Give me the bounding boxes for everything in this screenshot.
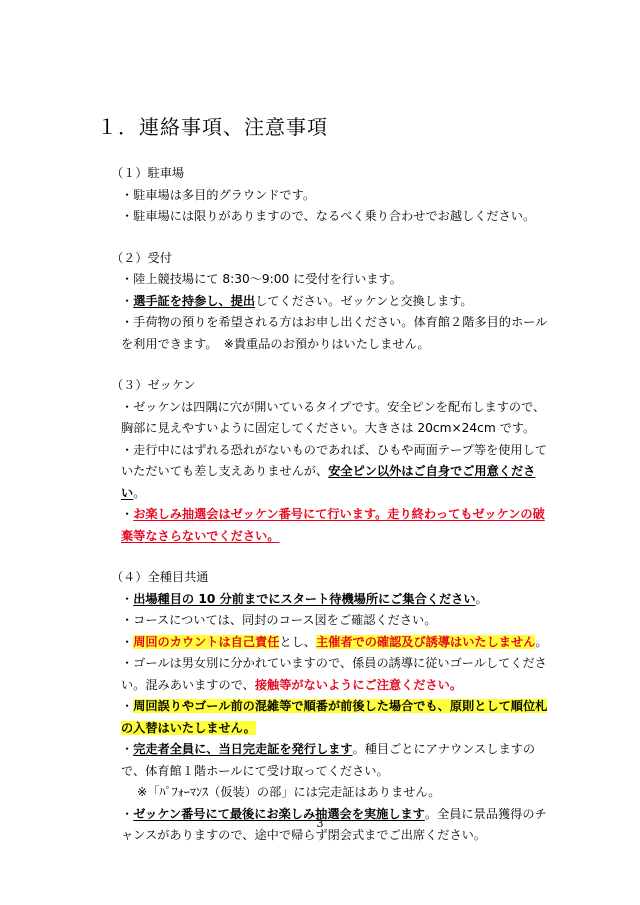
reception-line-2	[111, 291, 556, 313]
common-line-1	[111, 589, 556, 611]
common-line-3-highlight-2: 主催者での確認及び誘導はいたしません	[316, 634, 536, 649]
common-line-3-prefix: ・	[121, 634, 134, 649]
bib-line-3-red: お楽しみ抽選会はゼッケン番号にて行います。走り終わってもゼッケンの破棄等なさらないでください。	[121, 507, 545, 543]
reception-heading: （２）受付	[111, 250, 172, 265]
reception-line-1: ・陸上競技場にて 8:30～9:00 に受付を行います。	[121, 272, 402, 286]
common-line-2: ・コースについては、同封のコース図をご確認ください。	[121, 613, 437, 627]
common-line-1-emphasis: 出場種目の 10 分前までにスタート待機場所にご集合ください	[133, 591, 476, 606]
common-line-3	[111, 632, 556, 654]
reception-line-2-prefix: ・	[121, 293, 134, 308]
bib-line-1: ・ゼッケンは四隅に穴が開いているタイプです。安全ピンを配布しますので、胸部に見えやすいように固定してください。大きさは 20cm×24cm です。	[121, 399, 546, 435]
bib-line-2-end: 。	[133, 485, 146, 500]
section-parking	[111, 163, 556, 228]
parking-heading: （１）駐車場	[111, 166, 185, 180]
bib-line-3-prefix: ・	[121, 507, 134, 521]
common-line-1-prefix: ・	[121, 591, 134, 606]
common-line-8-prefix: ・	[121, 806, 134, 821]
parking-line-2: ・駐車場には限りがありますので、なるべく乗り合わせでお越しください。	[121, 209, 536, 223]
section-reception	[111, 248, 556, 356]
common-line-6-emphasis: 完走者全員に、当日完走証を発行します	[133, 742, 353, 756]
common-line-4	[111, 653, 556, 696]
common-line-8-rest: 。全員に景品獲得のチャンスがありますので、途中で帰らず閉会式までご出席ください。	[121, 806, 547, 842]
common-line-1-end: 。	[475, 591, 488, 606]
section-bib	[111, 375, 556, 547]
bib-line-2	[111, 440, 556, 505]
notice-content	[111, 163, 556, 847]
bib-line-3	[111, 504, 556, 547]
section-title: １．連絡事項、注意事項	[97, 115, 328, 139]
common-line-5-highlight: 周回誤りやゴール前の混雑等で順番が前後した場合でも、原則として順位札の入替はいたしません。	[121, 699, 548, 735]
common-line-6-prefix: ・	[121, 742, 134, 756]
reception-line-2-rest: してください。ゼッケンと交換します。	[255, 293, 473, 308]
common-line-3-highlight-1: 周回のカウントは自己責任	[133, 634, 280, 649]
common-line-7-note: ※「ﾊﾟﾌｫｰﾏﾝｽ（仮装）の部」には完走証はありません。	[137, 785, 441, 799]
common-heading: （４）全種目共通	[111, 570, 209, 584]
common-line-4-text: ・ゴールは男女別に分かれていますので、係員の誘導に従いゴールしてください。混みあいますので、	[121, 656, 547, 692]
common-line-5-prefix: ・	[121, 699, 134, 713]
common-line-6	[111, 739, 556, 782]
parking-line-1: ・駐車場は多目的グラウンドです。	[121, 187, 316, 202]
common-line-8-emphasis: ゼッケン番号にて最後にお楽しみ抽選会を実施します	[133, 806, 425, 821]
reception-line-2-emphasis: 選手証を持参し、提出	[133, 293, 256, 308]
page-number: 3	[316, 817, 324, 830]
common-line-3-mid: とし、	[279, 634, 316, 649]
reception-line-3: ・手荷物の預りを希望される方はお申し出ください。体育館２階多目的ホールを利用できます。 ※貴重品のお預かりはいたしません。	[121, 315, 548, 351]
common-line-4-red: 接触等がないようにご注意ください。	[254, 677, 463, 692]
common-line-5	[111, 696, 556, 739]
bib-line-2-emphasis: 安全ピン以外はご自身でご用意ください	[121, 464, 536, 500]
common-line-3-end: 。	[535, 634, 548, 649]
bib-heading: （３）ゼッケン	[111, 378, 196, 392]
bib-line-2-text: ・走行中にはずれる恐れがないものであれば、ひもや両面テープ等を使用していただいても差し支えありませんが、	[121, 442, 547, 478]
common-line-6-rest: 。種目ごとにアナウンスしますので、体育館１階ホールにて受け取ってください。	[121, 742, 536, 778]
section-common	[111, 567, 556, 847]
